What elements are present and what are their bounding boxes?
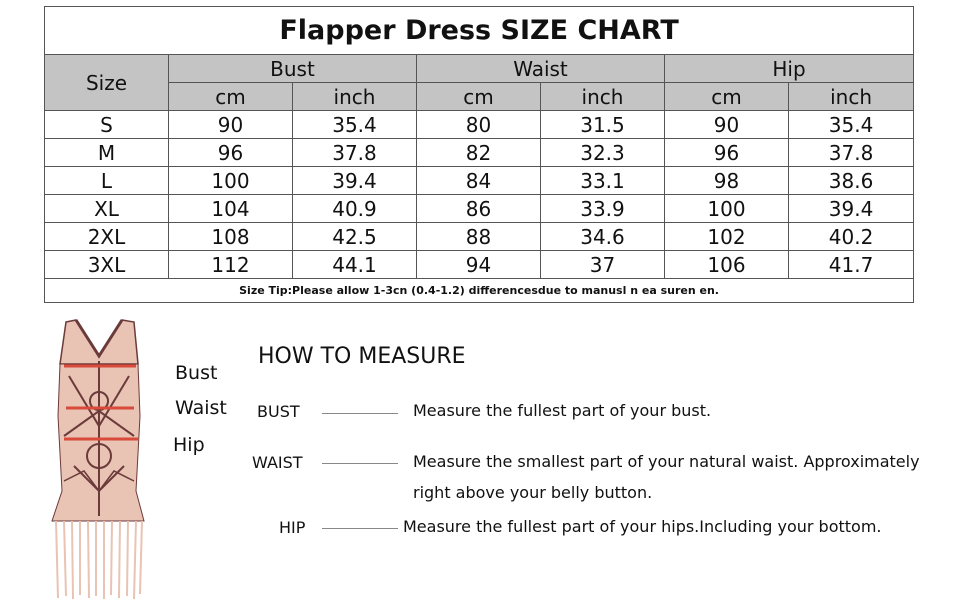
table-row xyxy=(45,251,914,279)
size-cell: S xyxy=(45,111,169,139)
table-cell: 41.7 xyxy=(789,251,914,279)
waist-divider xyxy=(322,463,398,464)
table-cell: 35.4 xyxy=(293,111,417,139)
table-cell: 32.3 xyxy=(541,139,665,167)
hip-measure-name: HIP xyxy=(279,518,306,537)
size-cell: M xyxy=(45,139,169,167)
table-cell: 82 xyxy=(417,139,541,167)
table-cell: 98 xyxy=(665,167,789,195)
table-row xyxy=(45,195,914,223)
table-cell: 39.4 xyxy=(293,167,417,195)
table-cell: 94 xyxy=(417,251,541,279)
table-cell: 39.4 xyxy=(789,195,914,223)
unit-header: inch xyxy=(541,83,665,111)
hip-divider xyxy=(322,528,398,529)
table-cell: 90 xyxy=(169,111,293,139)
table-cell: 100 xyxy=(665,195,789,223)
table-cell: 42.5 xyxy=(293,223,417,251)
table-cell: 44.1 xyxy=(293,251,417,279)
table-cell: 104 xyxy=(169,195,293,223)
waist-measure-name: WAIST xyxy=(252,453,303,472)
size-header: Size xyxy=(45,55,169,111)
dress-label-bust: Bust xyxy=(175,362,218,384)
table-cell: 37.8 xyxy=(789,139,914,167)
hip-measure-desc: Measure the fullest part of your hips.Including your bottom. xyxy=(403,517,882,536)
chart-title: Flapper Dress SIZE CHART xyxy=(45,7,914,55)
unit-header: cm xyxy=(665,83,789,111)
table-cell: 112 xyxy=(169,251,293,279)
hip-header: Hip xyxy=(665,55,914,83)
table-cell: 106 xyxy=(665,251,789,279)
unit-header: inch xyxy=(789,83,914,111)
table-cell: 35.4 xyxy=(789,111,914,139)
size-cell: XL xyxy=(45,195,169,223)
table-cell: 33.9 xyxy=(541,195,665,223)
waist-header: Waist xyxy=(417,55,665,83)
table-cell: 84 xyxy=(417,167,541,195)
waist-measure-desc-1: Measure the smallest part of your natural waist. Approximately xyxy=(413,452,920,471)
unit-header: cm xyxy=(417,83,541,111)
size-tip: Size Tip:Please allow 1-3cn (0.4-1.2) differencesdue to manusl n ea suren en. xyxy=(45,279,914,303)
table-row xyxy=(45,223,914,251)
table-cell: 96 xyxy=(665,139,789,167)
table-cell: 40.9 xyxy=(293,195,417,223)
flapper-dress-image xyxy=(44,316,154,600)
table-cell: 102 xyxy=(665,223,789,251)
table-cell: 40.2 xyxy=(789,223,914,251)
table-cell: 34.6 xyxy=(541,223,665,251)
unit-header: cm xyxy=(169,83,293,111)
table-row xyxy=(45,139,914,167)
waist-measure-desc-2: right above your belly button. xyxy=(413,483,653,502)
table-cell: 37 xyxy=(541,251,665,279)
bust-header: Bust xyxy=(169,55,417,83)
bust-divider xyxy=(322,413,398,414)
table-cell: 37.8 xyxy=(293,139,417,167)
table-cell: 86 xyxy=(417,195,541,223)
bust-measure-name: BUST xyxy=(257,402,300,421)
table-cell: 90 xyxy=(665,111,789,139)
size-chart-table xyxy=(44,6,914,303)
size-cell: L xyxy=(45,167,169,195)
table-row xyxy=(45,111,914,139)
table-cell: 31.5 xyxy=(541,111,665,139)
bust-measure-desc: Measure the fullest part of your bust. xyxy=(413,401,712,420)
table-cell: 108 xyxy=(169,223,293,251)
table-row xyxy=(45,167,914,195)
unit-header: inch xyxy=(293,83,417,111)
table-cell: 33.1 xyxy=(541,167,665,195)
table-cell: 80 xyxy=(417,111,541,139)
how-to-measure-title: HOW TO MEASURE xyxy=(258,344,466,369)
table-cell: 38.6 xyxy=(789,167,914,195)
dress-label-waist: Waist xyxy=(175,397,227,419)
table-cell: 96 xyxy=(169,139,293,167)
table-cell: 100 xyxy=(169,167,293,195)
size-cell: 2XL xyxy=(45,223,169,251)
dress-label-hip: Hip xyxy=(173,434,205,456)
size-cell: 3XL xyxy=(45,251,169,279)
table-cell: 88 xyxy=(417,223,541,251)
